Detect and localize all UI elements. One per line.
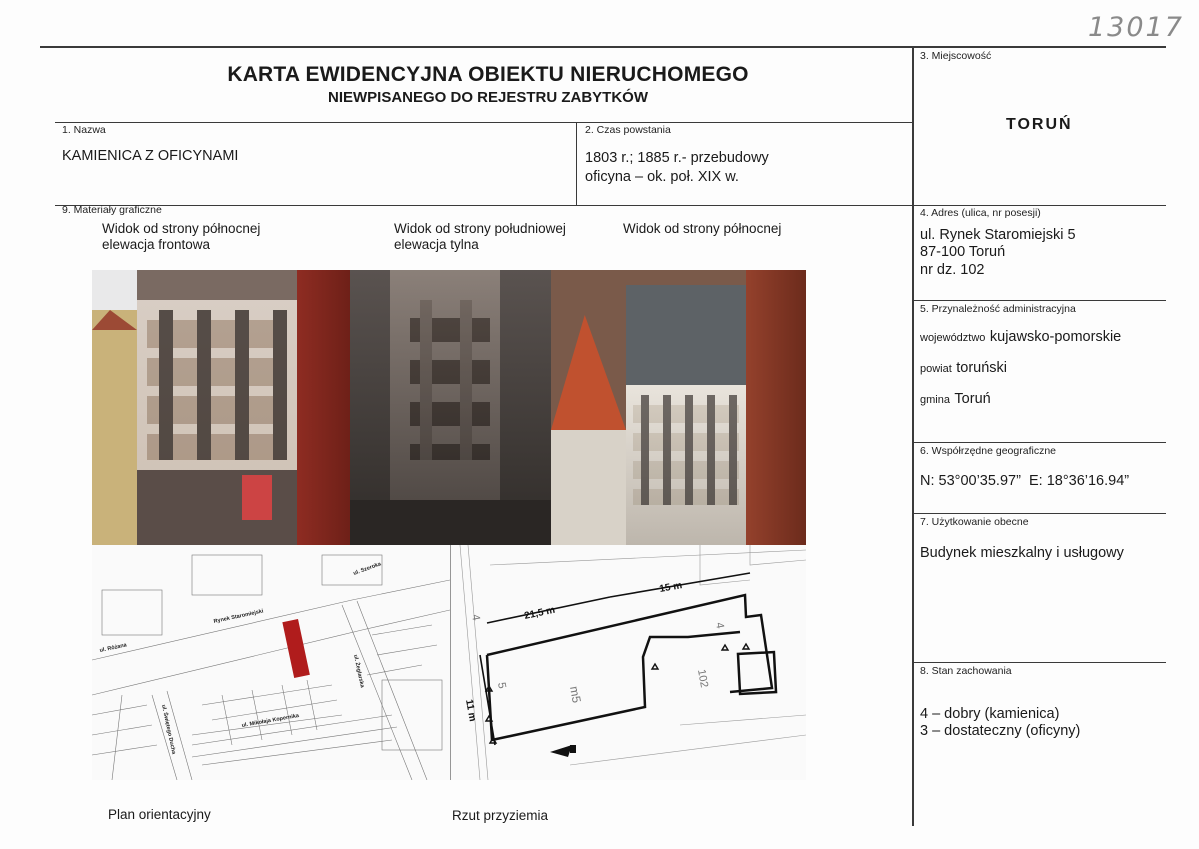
- adres-label: 4. Adres (ulica, nr posesji): [920, 207, 1041, 219]
- divider: [55, 122, 913, 123]
- miejscowosc-label: 3. Miejscowość: [920, 50, 992, 62]
- plan-background: [450, 545, 806, 780]
- street-label: ul. Szeroka: [352, 561, 382, 577]
- plan-label: 4: [469, 613, 482, 622]
- parcel-number: 102: [695, 668, 711, 689]
- orientation-map: [92, 545, 450, 780]
- photo-caption-1-line1: Widok od strony północnej: [102, 221, 261, 236]
- photo-caption-2-line1: Widok od strony południowej: [394, 221, 566, 236]
- powiat-value: toruński: [956, 360, 1008, 376]
- wspolrzedne-label: 6. Współrzędne geograficzne: [920, 445, 1056, 457]
- handwritten-number: 13017: [1088, 12, 1184, 43]
- uzytkowanie-label: 7. Użytkowanie obecne: [920, 516, 1029, 528]
- nazwa-label: 1. Nazwa: [62, 124, 106, 136]
- wojewodztwo-row: [920, 328, 1121, 346]
- czas-label: 2. Czas powstania: [585, 124, 671, 136]
- gmina-prefix: gmina: [920, 394, 950, 406]
- street-label: Rynek Staromiejski: [213, 608, 265, 625]
- czas-line1: 1803 r.; 1885 r.- przebudowy: [585, 150, 769, 166]
- photo-aerial-view: [551, 270, 806, 545]
- plan-caption: Rzut przyziemia: [452, 808, 549, 823]
- divider: [912, 442, 1166, 443]
- map-background: [92, 545, 450, 780]
- stan-line1: 4 – dobry (kamienica): [920, 706, 1060, 722]
- adres-line2: 87-100 Toruń: [920, 244, 1006, 260]
- adres-line1: ul. Rynek Staromiejski 5: [920, 227, 1076, 243]
- photo-front-facade: [92, 270, 350, 545]
- card-subtitle: NIEWPISANEGO DO REJESTRU ZABYTKÓW: [327, 89, 649, 106]
- przynaleznosc-label: 5. Przynależność administracyjna: [920, 303, 1076, 315]
- powiat-prefix: powiat: [920, 363, 952, 375]
- card-title: KARTA EWIDENCYJNA OBIEKTU NIERUCHOMEGO: [227, 63, 749, 86]
- street-label: ul. Mikołaja Kopernika: [241, 712, 300, 729]
- materialy-label: 9. Materiały graficzne: [62, 204, 162, 216]
- miejscowosc-value: TORUŃ: [1006, 116, 1073, 133]
- woj-prefix: województwo: [920, 332, 986, 344]
- uzytkowanie-value: Budynek mieszkalny i usługowy: [920, 545, 1124, 561]
- dimension-label: 11 m: [463, 698, 478, 723]
- gmina-value: Toruń: [954, 391, 991, 407]
- plan-label: 5: [495, 681, 508, 690]
- room-label: m5: [567, 685, 584, 704]
- czas-line2: oficyna – ok. poł. XIX w.: [585, 169, 739, 185]
- divider: [912, 300, 1166, 301]
- wspolrzedne-value: N: 53°00’35.97” E: 18°36’16.94”: [920, 473, 1130, 489]
- photo-caption-1-line2: elewacja frontowa: [102, 237, 211, 252]
- woj-value: kujawsko-pomorskie: [989, 329, 1122, 345]
- dimension-label: 15 m: [658, 580, 683, 595]
- map-caption: Plan orientacyjny: [108, 807, 211, 822]
- divider: [576, 122, 577, 205]
- nazwa-value: KAMIENICA Z OFICYNAMI: [62, 148, 239, 164]
- street-label: ul. Żeglarska: [352, 654, 365, 689]
- divider: [912, 513, 1166, 514]
- dimension-label: 21,5 m: [523, 604, 557, 622]
- stan-line2: 3 – dostateczny (oficyny): [920, 723, 1081, 739]
- photo-rear-facade: [350, 270, 551, 545]
- adres-line3: nr dz. 102: [920, 262, 985, 278]
- powiat-row: [920, 359, 1007, 377]
- gmina-row: [920, 390, 991, 408]
- divider: [912, 662, 1166, 663]
- plan-label: 4: [713, 621, 726, 630]
- street-label: ul. Różana: [99, 642, 128, 654]
- stan-label: 8. Stan zachowania: [920, 665, 1012, 677]
- divider: [40, 46, 1166, 48]
- photo-caption-3-line1: Widok od strony północnej: [623, 221, 782, 236]
- divider: [55, 205, 1166, 206]
- photo-caption-2-line2: elewacja tylna: [394, 237, 479, 252]
- street-label: ul. Świętego Ducha: [160, 704, 177, 755]
- ground-floor-plan: [450, 545, 806, 780]
- divider: [912, 46, 914, 826]
